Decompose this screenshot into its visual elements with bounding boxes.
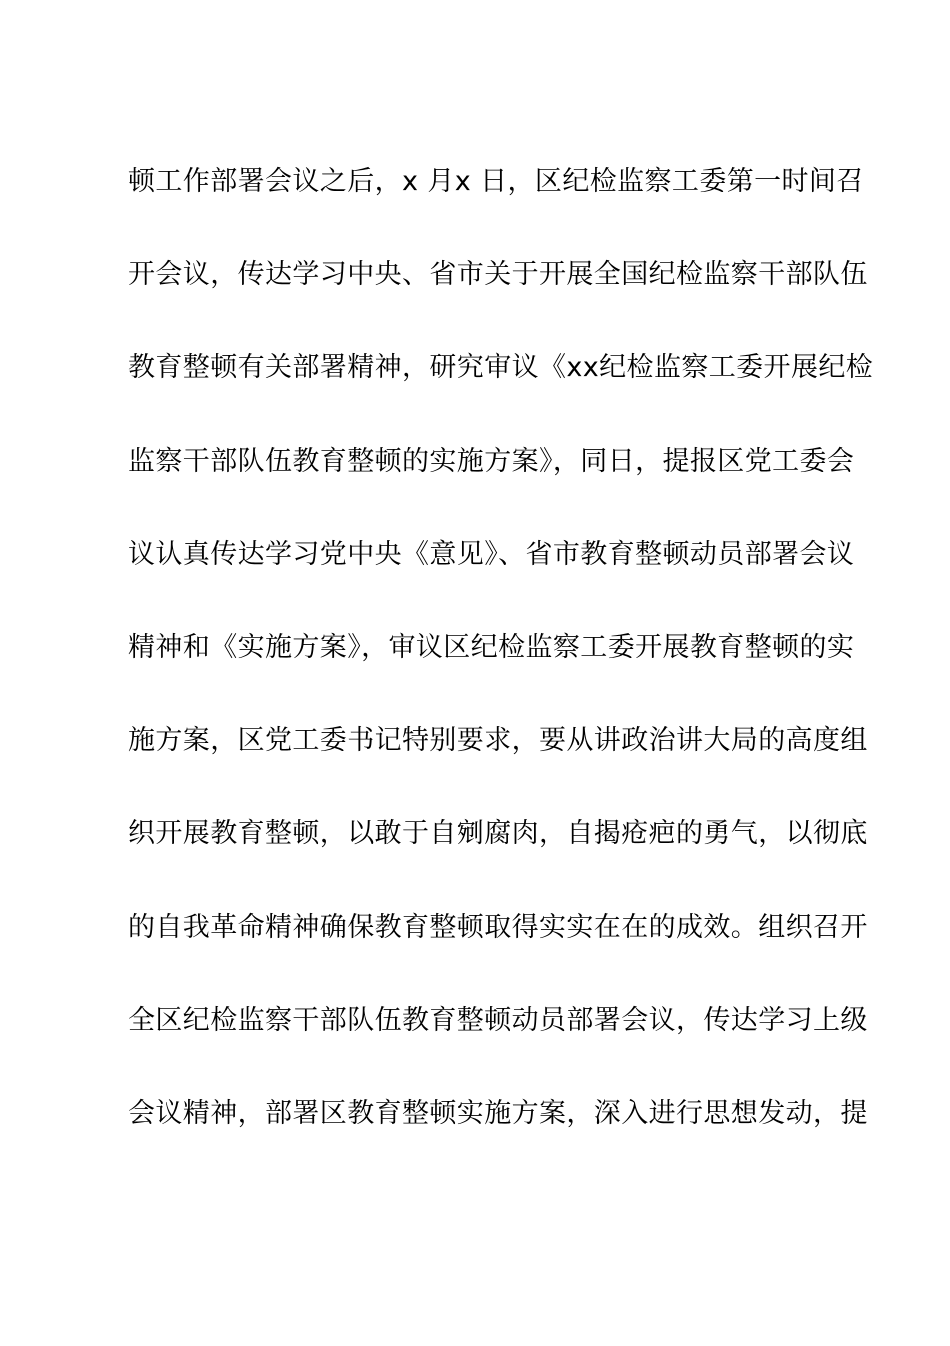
text-line: 的自我革命精神确保教育整顿取得实实在在的成效。组织召开 <box>128 911 868 943</box>
text-line: 织开展教育整顿，以敢于自剜腐肉，自揭疮疤的勇气，以彻底 <box>128 818 868 850</box>
text-line: 监察干部队伍教育整顿的实施方案》，同日，提报区党工委会 <box>128 445 855 477</box>
text-line: 议认真传达学习党中央《意见》、省市教育整顿动员部署会议 <box>128 538 855 570</box>
text-line: 全区纪检监察干部队伍教育整顿动员部署会议，传达学习上级 <box>128 1004 868 1036</box>
text-line: 教育整顿有关部署精神，研究审议《xx纪检监察工委开展纪检 <box>128 352 874 384</box>
body-paragraph <box>128 162 874 1187</box>
text-line: 施方案，区党工委书记特别要求，要从讲政治讲大局的高度组 <box>128 725 868 757</box>
text-line: 精神和《实施方案》，审议区纪检监察工委开展教育整顿的实 <box>128 631 855 663</box>
text-line: 开会议，传达学习中央、省市关于开展全国纪检监察干部队伍 <box>128 259 868 291</box>
text-line: 顿工作部署会议之后，x 月x 日，区纪检监察工委第一时间召 <box>128 166 864 197</box>
text-line: 会议精神，部署区教育整顿实施方案，深入进行思想发动，提 <box>128 1097 868 1129</box>
